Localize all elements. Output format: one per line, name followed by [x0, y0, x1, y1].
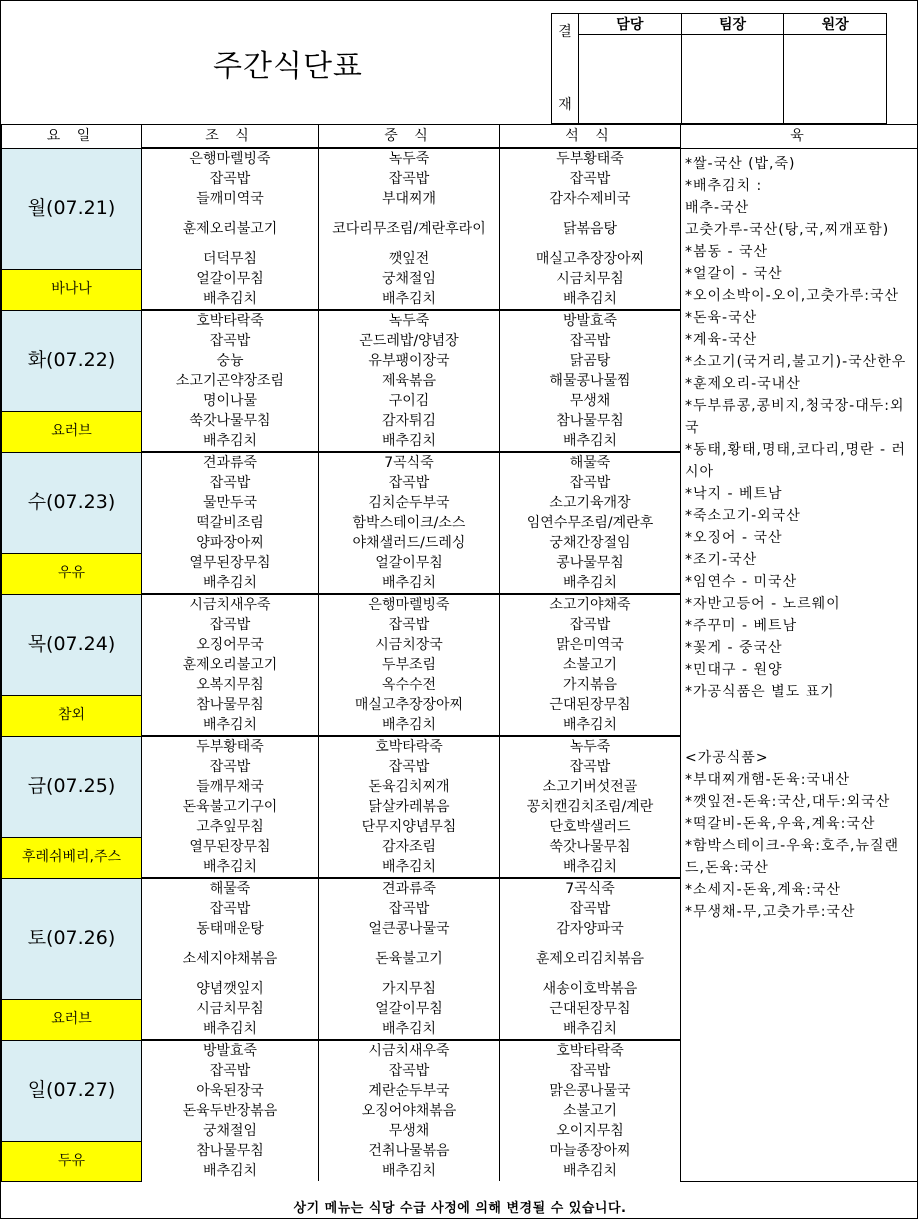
lunch-cell: 배추김치 — [319, 1019, 500, 1040]
snack-label: 참외 — [2, 695, 142, 736]
lunch-cell: 돈육김치찌개 — [319, 777, 500, 797]
origin-line: *오이소박이-오이,고춧가루:국산 — [685, 287, 900, 304]
dinner-cell: 배추김치 — [500, 1161, 681, 1181]
breakfast-cell: 시금치새우죽 — [142, 594, 319, 615]
dinner-cell: 단호박샐러드 — [500, 817, 681, 837]
dinner-cell: 배추김치 — [500, 289, 681, 310]
breakfast-cell: 명이나물 — [142, 391, 319, 411]
dinner-cell: 훈제오리김치볶음 — [500, 939, 681, 979]
dinner-cell: 닭볶음탕 — [500, 209, 681, 249]
lunch-cell: 두부조림 — [319, 655, 500, 675]
breakfast-cell: 떡갈비조림 — [142, 513, 319, 533]
processed-food-line: *무생채-무,고춧가루:국산 — [685, 903, 856, 920]
dinner-cell: 맑은미역국 — [500, 635, 681, 655]
breakfast-cell: 시금치무침 — [142, 999, 319, 1019]
lunch-cell: 얼갈이무침 — [319, 553, 500, 573]
snack-label: 후레쉬베리,주스 — [2, 837, 142, 878]
origin-line: 배추-국산 — [685, 199, 750, 216]
origin-info — [681, 148, 918, 1181]
dinner-cell: 마늘종장아찌 — [500, 1141, 681, 1161]
breakfast-cell: 동태매운탕 — [142, 919, 319, 939]
origin-line: *동태,황태,명태,코다리,명란 - 러시아 — [685, 441, 907, 480]
breakfast-cell: 돈육불고기구이 — [142, 797, 319, 817]
header-dinner: 석 식 — [500, 125, 681, 149]
breakfast-cell: 방발효죽 — [142, 1040, 319, 1061]
lunch-cell: 배추김치 — [319, 857, 500, 878]
lunch-cell: 유부팽이장국 — [319, 351, 500, 371]
origin-line: *훈제오리-국내산 — [685, 375, 801, 392]
footer-notice: 상기 메뉴는 식당 수급 사정에 의해 변경될 수 있습니다. — [293, 1201, 627, 1216]
lunch-cell: 호박타락죽 — [319, 736, 500, 757]
dinner-cell: 배추김치 — [500, 431, 681, 452]
breakfast-cell: 물만두국 — [142, 493, 319, 513]
lunch-cell: 무생채 — [319, 1121, 500, 1141]
breakfast-cell: 배추김치 — [142, 1161, 319, 1181]
breakfast-cell: 양념깻잎지 — [142, 979, 319, 999]
breakfast-cell: 잡곡밥 — [142, 169, 319, 189]
dinner-cell: 소고기버섯전골 — [500, 777, 681, 797]
approval-sign-director[interactable] — [784, 35, 887, 124]
dinner-cell: 잡곡밥 — [500, 615, 681, 635]
origin-line: *두부류콩,콩비지,청국장-대두:외국 — [685, 397, 905, 436]
approval-col-team-lead: 팀장 — [681, 14, 784, 35]
dinner-cell: 배추김치 — [500, 857, 681, 878]
processed-food-line: *깻잎전-돈육:국산,대두:외국산 — [685, 793, 891, 810]
dinner-cell: 녹두죽 — [500, 736, 681, 757]
lunch-cell: 얼큰콩나물국 — [319, 919, 500, 939]
dinner-cell: 무생채 — [500, 391, 681, 411]
breakfast-cell: 잡곡밥 — [142, 757, 319, 777]
origin-line: *계육-국산 — [685, 331, 758, 348]
origin-line: *가공식품은 별도 표기 — [685, 683, 835, 700]
header-breakfast: 조 식 — [142, 125, 319, 149]
origin-line: *오징어 - 국산 — [685, 529, 783, 546]
day-label: 수(07.23) — [2, 452, 142, 553]
dinner-cell: 궁채간장절임 — [500, 533, 681, 553]
origin-line: *쌀-국산 (밥,죽) — [685, 155, 796, 172]
lunch-cell: 곤드레밥/양념장 — [319, 331, 500, 351]
dinner-cell: 배추김치 — [500, 1019, 681, 1040]
lunch-cell: 7곡식죽 — [319, 452, 500, 473]
origin-line: *조기-국산 — [685, 551, 758, 568]
dinner-cell: 오이지무침 — [500, 1121, 681, 1141]
processed-food-line: *소세지-돈육,계육:국산 — [685, 881, 841, 898]
lunch-cell: 견과류죽 — [319, 878, 500, 899]
processed-food-line: *떡갈비-돈육,우육,계육:국산 — [685, 815, 876, 832]
breakfast-cell: 열무된장무침 — [142, 837, 319, 857]
breakfast-cell: 견과류죽 — [142, 452, 319, 473]
breakfast-cell: 돈육두반장볶음 — [142, 1101, 319, 1121]
lunch-cell: 녹두죽 — [319, 148, 500, 169]
origin-line: *꽃게 - 중국산 — [685, 639, 783, 656]
dinner-cell: 잡곡밥 — [500, 331, 681, 351]
breakfast-cell: 열무된장무침 — [142, 553, 319, 573]
breakfast-cell: 배추김치 — [142, 857, 319, 878]
snack-label: 요러브 — [2, 411, 142, 452]
breakfast-cell: 쑥갓나물무침 — [142, 411, 319, 431]
dinner-cell: 감자양파국 — [500, 919, 681, 939]
approval-sign-staff[interactable] — [579, 35, 682, 124]
dinner-cell: 근대된장무침 — [500, 999, 681, 1019]
origin-line: *돈육-국산 — [685, 309, 758, 326]
dinner-cell: 닭곰탕 — [500, 351, 681, 371]
breakfast-cell: 배추김치 — [142, 1019, 319, 1040]
lunch-cell: 김치순두부국 — [319, 493, 500, 513]
approval-side-label: 결 재 — [552, 14, 579, 124]
processed-food-line: *부대찌개햄-돈육:국내산 — [685, 771, 851, 788]
day-label: 토(07.26) — [2, 878, 142, 999]
approval-col-director: 원장 — [784, 14, 887, 35]
day-label: 화(07.22) — [2, 310, 142, 411]
lunch-cell: 잡곡밥 — [319, 169, 500, 189]
breakfast-cell: 소세지야채볶음 — [142, 939, 319, 979]
snack-label: 요러브 — [2, 999, 142, 1040]
breakfast-cell: 잡곡밥 — [142, 331, 319, 351]
breakfast-cell: 들깨무채국 — [142, 777, 319, 797]
lunch-cell: 오징어야채볶음 — [319, 1101, 500, 1121]
origin-line: *얼갈이 - 국산 — [685, 265, 783, 282]
dinner-cell: 소고기육개장 — [500, 493, 681, 513]
approval-col-staff: 담당 — [579, 14, 682, 35]
origin-line: *배추김치 : — [685, 177, 763, 194]
origin-line: 고춧가루-국산(탕,국,찌개포함) — [685, 221, 890, 238]
breakfast-cell: 배추김치 — [142, 289, 319, 310]
day-label: 일(07.27) — [2, 1040, 142, 1141]
approval-box — [551, 13, 887, 124]
dinner-cell: 시금치무침 — [500, 269, 681, 289]
lunch-cell: 코다리무조림/계란후라이 — [319, 209, 500, 249]
breakfast-cell: 배추김치 — [142, 715, 319, 736]
lunch-cell: 잡곡밥 — [319, 899, 500, 919]
lunch-cell: 궁채절임 — [319, 269, 500, 289]
dinner-cell: 해물콩나물찜 — [500, 371, 681, 391]
header-origin: 육 — [681, 125, 918, 149]
dinner-cell: 호박타락죽 — [500, 1040, 681, 1061]
breakfast-cell: 잡곡밥 — [142, 615, 319, 635]
dinner-cell: 잡곡밥 — [500, 757, 681, 777]
lunch-cell: 구이김 — [319, 391, 500, 411]
lunch-cell: 은행마렐빙죽 — [319, 594, 500, 615]
origin-line: *민대구 - 원양 — [685, 661, 783, 678]
dinner-cell: 배추김치 — [500, 573, 681, 594]
lunch-cell: 얼갈이무침 — [319, 999, 500, 1019]
breakfast-cell: 들깨미역국 — [142, 189, 319, 209]
dinner-cell: 해물죽 — [500, 452, 681, 473]
table-row — [2, 148, 918, 169]
breakfast-cell: 두부황태죽 — [142, 736, 319, 757]
origin-line: *자반고등어 - 노르웨이 — [685, 595, 841, 612]
breakfast-cell: 잡곡밥 — [142, 473, 319, 493]
breakfast-cell: 숭늉 — [142, 351, 319, 371]
lunch-cell: 잡곡밥 — [319, 757, 500, 777]
dinner-cell: 배추김치 — [500, 715, 681, 736]
lunch-cell: 녹두죽 — [319, 310, 500, 331]
lunch-cell: 시금치새우죽 — [319, 1040, 500, 1061]
dinner-cell: 소불고기 — [500, 1101, 681, 1121]
breakfast-cell: 얼갈이무침 — [142, 269, 319, 289]
dinner-cell: 쑥갓나물무침 — [500, 837, 681, 857]
dinner-cell: 잡곡밥 — [500, 1061, 681, 1081]
dinner-cell: 임연수무조림/계란후 — [500, 513, 681, 533]
breakfast-cell: 참나물무침 — [142, 695, 319, 715]
dinner-cell: 매실고추장장아찌 — [500, 249, 681, 269]
lunch-cell: 감자튀김 — [319, 411, 500, 431]
lunch-cell: 배추김치 — [319, 573, 500, 594]
lunch-cell: 함박스테이크/소스 — [319, 513, 500, 533]
dinner-cell: 잡곡밥 — [500, 473, 681, 493]
breakfast-cell: 오징어무국 — [142, 635, 319, 655]
origin-line: *임연수 - 미국산 — [685, 573, 798, 590]
dinner-cell: 근대된장무침 — [500, 695, 681, 715]
breakfast-cell: 호박타락죽 — [142, 310, 319, 331]
breakfast-cell: 배추김치 — [142, 431, 319, 452]
lunch-cell: 계란순두부국 — [319, 1081, 500, 1101]
breakfast-cell: 더덕무침 — [142, 249, 319, 269]
breakfast-cell: 은행마렐빙죽 — [142, 148, 319, 169]
lunch-cell: 시금치장국 — [319, 635, 500, 655]
lunch-cell: 돈육불고기 — [319, 939, 500, 979]
breakfast-cell: 궁채절임 — [142, 1121, 319, 1141]
breakfast-cell: 아욱된장국 — [142, 1081, 319, 1101]
lunch-cell: 배추김치 — [319, 1161, 500, 1181]
breakfast-cell: 소고기곤약장조림 — [142, 371, 319, 391]
lunch-cell: 야채샐러드/드레싱 — [319, 533, 500, 553]
dinner-cell: 소불고기 — [500, 655, 681, 675]
breakfast-cell: 고추잎무침 — [142, 817, 319, 837]
lunch-cell: 잡곡밥 — [319, 473, 500, 493]
day-label: 월(07.21) — [2, 148, 142, 269]
breakfast-cell: 참나물무침 — [142, 1141, 319, 1161]
breakfast-cell: 양파장아찌 — [142, 533, 319, 553]
header-day: 요 일 — [2, 125, 142, 149]
breakfast-cell: 해물죽 — [142, 878, 319, 899]
dinner-cell: 잡곡밥 — [500, 899, 681, 919]
lunch-cell: 가지무침 — [319, 979, 500, 999]
dinner-cell: 가지볶음 — [500, 675, 681, 695]
lunch-cell: 잡곡밥 — [319, 1061, 500, 1081]
origin-line: *낙지 - 베트남 — [685, 485, 783, 502]
dinner-cell: 콩나물무침 — [500, 553, 681, 573]
lunch-cell: 배추김치 — [319, 289, 500, 310]
breakfast-cell: 오복지무침 — [142, 675, 319, 695]
page-title: 주간식단표 — [213, 49, 363, 84]
breakfast-cell: 훈제오리불고기 — [142, 209, 319, 249]
dinner-cell: 방발효죽 — [500, 310, 681, 331]
dinner-cell: 소고기야채죽 — [500, 594, 681, 615]
lunch-cell: 배추김치 — [319, 715, 500, 736]
lunch-cell: 단무지양념무침 — [319, 817, 500, 837]
lunch-cell: 부대찌개 — [319, 189, 500, 209]
snack-label: 바나나 — [2, 269, 142, 310]
origin-line: *봄동 - 국산 — [685, 243, 769, 260]
header-lunch: 중 식 — [319, 125, 500, 149]
origin-gap — [685, 703, 917, 747]
breakfast-cell: 잡곡밥 — [142, 1061, 319, 1081]
lunch-cell: 매실고추장장아찌 — [319, 695, 500, 715]
lunch-cell: 옥수수전 — [319, 675, 500, 695]
dinner-cell: 새송이호박볶음 — [500, 979, 681, 999]
processed-food-line: <가공식품> — [685, 749, 769, 766]
dinner-cell: 참나물무침 — [500, 411, 681, 431]
dinner-cell: 두부황태죽 — [500, 148, 681, 169]
lunch-cell: 깻잎전 — [319, 249, 500, 269]
breakfast-cell: 배추김치 — [142, 573, 319, 594]
lunch-cell: 배추김치 — [319, 431, 500, 452]
lunch-cell: 감자조림 — [319, 837, 500, 857]
table-header-row — [2, 125, 918, 149]
dinner-cell: 꽁치캔김치조림/계란 — [500, 797, 681, 817]
weekly-menu-table — [1, 124, 918, 1182]
day-label: 목(07.24) — [2, 594, 142, 695]
lunch-cell: 건취나물볶음 — [319, 1141, 500, 1161]
snack-label: 우유 — [2, 553, 142, 594]
day-label: 금(07.25) — [2, 736, 142, 837]
origin-line: *주꾸미 - 베트남 — [685, 617, 798, 634]
dinner-cell: 감자수제비국 — [500, 189, 681, 209]
dinner-cell: 7곡식죽 — [500, 878, 681, 899]
breakfast-cell: 훈제오리불고기 — [142, 655, 319, 675]
origin-line: *소고기(국거리,불고기)-국산한우 — [685, 353, 907, 370]
lunch-cell: 닭살카레볶음 — [319, 797, 500, 817]
breakfast-cell: 잡곡밥 — [142, 899, 319, 919]
dinner-cell: 맑은콩나물국 — [500, 1081, 681, 1101]
snack-label: 두유 — [2, 1141, 142, 1181]
processed-food-line: *함박스테이크-우육:호주,뉴질랜드,돈육:국산 — [685, 837, 900, 876]
approval-sign-team-lead[interactable] — [681, 35, 784, 124]
lunch-cell: 잡곡밥 — [319, 615, 500, 635]
dinner-cell: 잡곡밥 — [500, 169, 681, 189]
origin-line: *죽소고기-외국산 — [685, 507, 801, 524]
lunch-cell: 제육볶음 — [319, 371, 500, 391]
